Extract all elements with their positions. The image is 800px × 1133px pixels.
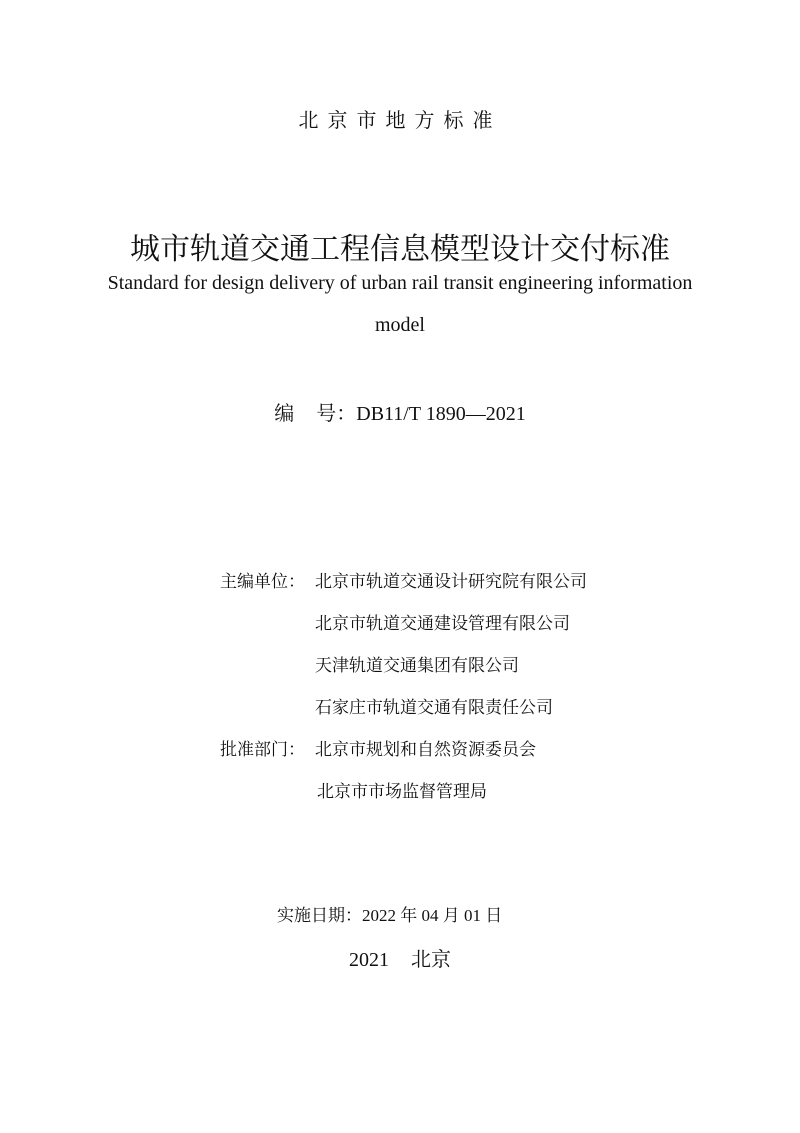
- english-title-line1: Standard for design delivery of urban rail transit engineering information: [107, 272, 693, 294]
- publication-info: [0, 943, 800, 972]
- publication-place: 北京: [411, 947, 451, 971]
- approver-item: 北京市市场监督管理局: [317, 782, 487, 801]
- effective-date: 实施日期：2022 年 04 月 01 日: [277, 906, 503, 925]
- chief-editor-item: 石家庄市轨道交通有限责任公司: [315, 698, 553, 717]
- document-title: 城市轨道交通工程信息模型设计交付标准: [130, 232, 670, 267]
- chief-editor-item: 北京市轨道交通建设管理有限公司: [315, 614, 570, 633]
- approvers-label: 批准部门：: [220, 740, 305, 759]
- chief-editor-item: 天津轨道交通集团有限公司: [315, 656, 519, 675]
- chief-editor-item: 北京市轨道交通设计研究院有限公司: [315, 572, 587, 591]
- standard-code-label: 编号：: [274, 401, 357, 425]
- document-category: 北京市地方标准: [298, 108, 502, 132]
- standard-code-value: DB11/T 1890—2021: [356, 403, 526, 425]
- publication-year: 2021: [349, 949, 389, 971]
- approver-item: 北京市规划和自然资源委员会: [315, 740, 536, 759]
- chief-editors-label: 主编单位：: [220, 572, 305, 591]
- english-title-line2: model: [375, 314, 425, 336]
- standard-code: [0, 397, 800, 426]
